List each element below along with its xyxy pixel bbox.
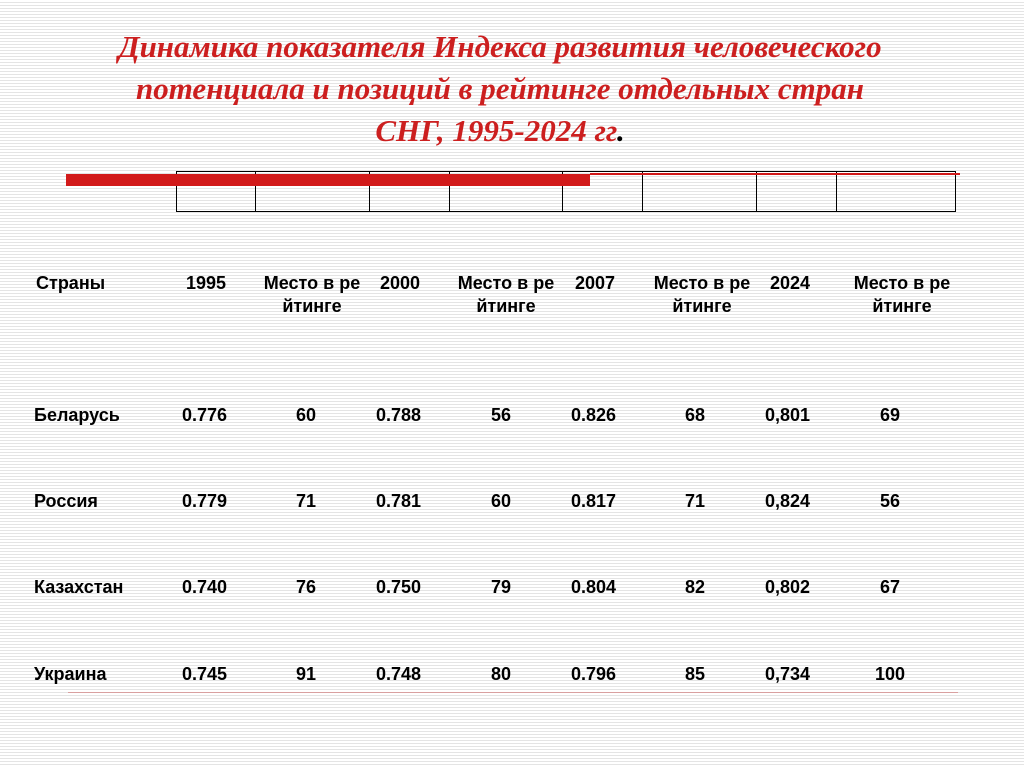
- accent-line: [590, 173, 960, 175]
- row-country: Украина: [34, 664, 107, 684]
- grid-divider: [756, 172, 757, 211]
- header-rank-1995: Место в рейтинге: [263, 273, 361, 316]
- grid-divider: [642, 172, 643, 211]
- cell-rank-2000: 56: [491, 405, 512, 425]
- cell-rank-2000: 60: [491, 491, 512, 511]
- header-1995: 1995: [186, 273, 227, 293]
- cell-value-1995: 0.745: [182, 664, 228, 684]
- grid-divider: [836, 172, 837, 211]
- cell-value-2000: 0.781: [376, 491, 422, 511]
- cell-value-2007: 0.804: [571, 577, 617, 597]
- cell-value-2000: 0.750: [376, 577, 422, 597]
- cell-rank-1995: 76: [296, 577, 317, 597]
- header-country: Страны: [36, 273, 106, 293]
- cell-rank-1995: 60: [296, 405, 317, 425]
- accent-bar: [66, 174, 590, 186]
- title-line-1: Динамика показателя Индекса развития человеческого: [118, 29, 882, 64]
- cell-value-2007: 0.796: [571, 664, 617, 684]
- cell-value-1995: 0.779: [182, 491, 228, 511]
- header-2024: 2024: [770, 273, 811, 293]
- cell-rank-2000: 79: [491, 577, 512, 597]
- cell-value-2007: 0.826: [571, 405, 617, 425]
- title-line-3-text: СНГ, 1995-2024 гг: [375, 113, 617, 148]
- cell-rank-2024: 56: [880, 491, 901, 511]
- cell-rank-2024: 69: [880, 405, 901, 425]
- cell-value-2000: 0.748: [376, 664, 422, 684]
- cell-rank-2007: 68: [685, 405, 706, 425]
- header-rank-2007: Место в рейтинге: [653, 273, 751, 316]
- table-bottom-rule: [68, 692, 958, 693]
- cell-value-2007: 0.817: [571, 491, 617, 511]
- cell-rank-2024: 67: [880, 577, 901, 597]
- cell-value-2024: 0,802: [765, 577, 811, 597]
- cell-rank-2000: 80: [491, 664, 512, 684]
- cell-value-1995: 0.776: [182, 405, 228, 425]
- cell-value-2000: 0.788: [376, 405, 422, 425]
- row-country: Россия: [34, 491, 98, 511]
- cell-value-2024: 0,801: [765, 405, 811, 425]
- title-line-3: [40, 110, 960, 152]
- header-2007: 2007: [575, 273, 616, 293]
- cell-value-2024: 0,734: [765, 664, 811, 684]
- cell-rank-2007: 85: [685, 664, 706, 684]
- slide-title: [40, 26, 960, 152]
- header-rank-2000: Место в рейтинге: [457, 273, 555, 316]
- cell-rank-1995: 71: [296, 491, 317, 511]
- row-country: Казахстан: [34, 577, 124, 597]
- cell-rank-1995: 91: [296, 664, 317, 684]
- title-line-2: потенциала и позиций в рейтинге отдельных стран: [135, 71, 864, 106]
- cell-rank-2007: 82: [685, 577, 706, 597]
- cell-rank-2007: 71: [685, 491, 706, 511]
- header-2000: 2000: [380, 273, 421, 293]
- cell-value-1995: 0.740: [182, 577, 228, 597]
- row-country: Беларусь: [34, 405, 120, 425]
- cell-rank-2024: 100: [875, 664, 906, 684]
- header-rank-2024: Место в рейтинге: [853, 273, 951, 316]
- title-dot: .: [616, 113, 625, 148]
- cell-value-2024: 0,824: [765, 491, 811, 511]
